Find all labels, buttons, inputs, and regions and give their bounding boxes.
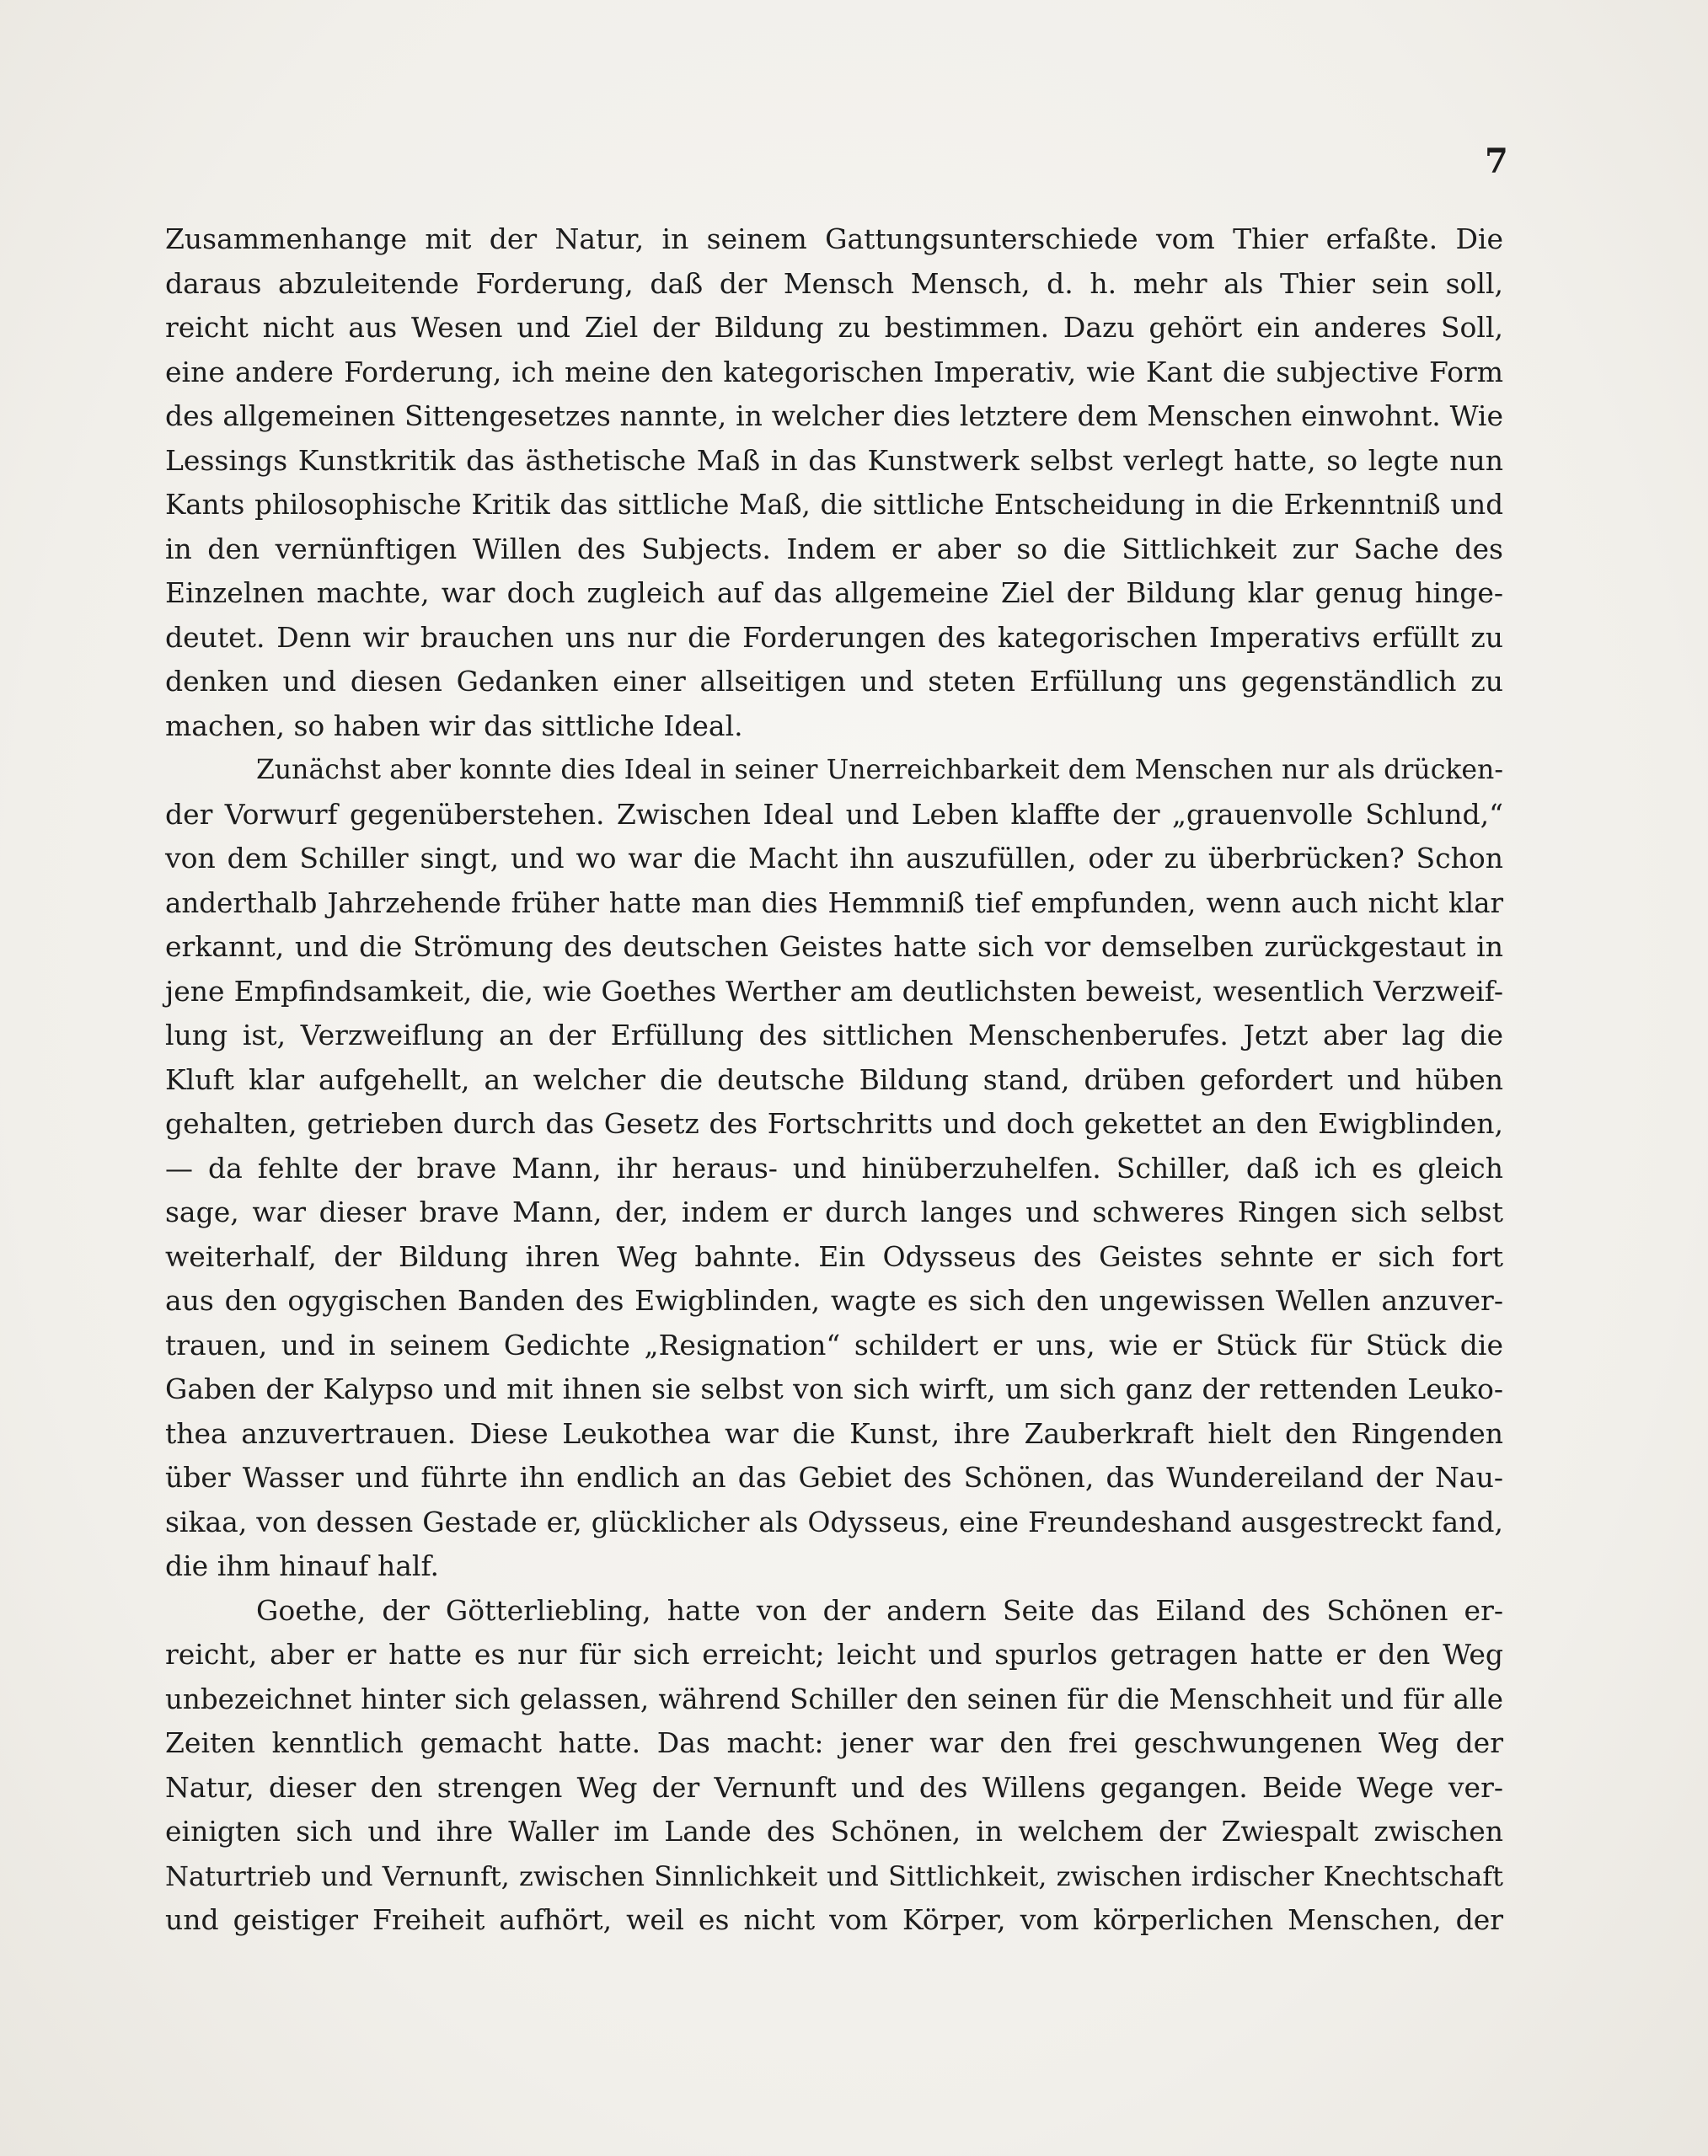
text-line: machen, so haben wir das sittliche Ideal. bbox=[165, 709, 743, 742]
text-line: reicht nicht aus Wesen und Ziel der Bildung zu bestimmen. Dazu gehört ein anderes Soll, bbox=[165, 311, 1503, 344]
text-line: die ihm hinauf half. bbox=[165, 1549, 439, 1582]
text-line: Natur, dieser den strengen Weg der Vernunft und des Willens gegangen. Beide Wege ver- bbox=[165, 1770, 1503, 1804]
text-line: jene Empfindsamkeit, die, wie Goethes Werther am deutlichsten beweist, wesentlich Verzweif- bbox=[165, 974, 1503, 1008]
text-line: anderthalb Jahrzehende früher hatte man dies Hemmniß tief empfunden, wenn auch nicht klar bbox=[165, 886, 1503, 919]
text-line: einigten sich und ihre Waller im Lande des Schönen, in welchem der Zwiespalt zwischen bbox=[165, 1815, 1503, 1848]
text-line: gehalten, getrieben durch das Gesetz des Fortschritts und doch gekettet an den Ewigblinden, bbox=[165, 1107, 1503, 1140]
text-line: sage, war dieser brave Mann, der, indem er durch langes und schweres Ringen sich selbst bbox=[165, 1196, 1503, 1228]
text-line: deutet. Denn wir brauchen uns nur die Forderungen des kategorischen Imperativs erfüllt zu bbox=[165, 620, 1503, 654]
text-line: aus den ogygischen Banden des Ewigblinden, wagte es sich den ungewissen Wellen anzuver- bbox=[165, 1284, 1503, 1317]
text-line: Lessings Kunstkritik das ästhetische Maß in das Kunstwerk selbst verlegt hatte, so legte nun bbox=[165, 443, 1503, 477]
text-line: in den vernünftigen Willen des Subjects. Indem er aber so die Sittlichkeit zur Sache des bbox=[165, 532, 1503, 565]
text-line: Zeiten kenntlich gemacht hatte. Das macht: jener war den frei geschwungenen Weg der bbox=[165, 1726, 1503, 1759]
text-line: trauen, und in seinem Gedichte „Resignation“ schildert er uns, wie er Stück für Stück die bbox=[165, 1328, 1503, 1362]
text-line: Einzelnen machte, war doch zugleich auf das allgemeine Ziel der Bildung klar genug hinge- bbox=[165, 576, 1503, 609]
text-line: Goethe, der Götterliebling, hatte von der andern Seite das Eiland des Schönen er- bbox=[256, 1593, 1503, 1627]
text-line: Kants philosophische Kritik das sittliche Maß, die sittliche Entscheidung in die Erkenntniß und bbox=[165, 489, 1503, 521]
text-line: — da fehlte der brave Mann, ihr heraus- und hinüberzuhelfen. Schiller, daß ich es gleich bbox=[165, 1151, 1503, 1185]
text-line: des allgemeinen Sittengesetzes nannte, in welcher dies letztere dem Menschen einwohnt. Wie bbox=[165, 399, 1503, 432]
text-line: lung ist, Verzweiflung an der Erfüllung des sittlichen Menschenberufes. Jetzt aber lag die bbox=[165, 1019, 1503, 1051]
text-line: denken und diesen Gedanken einer allseitigen und steten Erfüllung uns gegenständlich zu bbox=[165, 665, 1503, 698]
body-text bbox=[165, 217, 1503, 1943]
text-line: von dem Schiller singt, und wo war die Macht ihn auszufüllen, oder zu überbrücken? Schon bbox=[165, 842, 1503, 875]
text-line: Gaben der Kalypso und mit ihnen sie selbst von sich wirft, um sich ganz der rettenden Leuko- bbox=[165, 1372, 1503, 1405]
text-line: und geistiger Freiheit aufhört, weil es nicht vom Körper, vom körperlichen Menschen, der bbox=[165, 1903, 1503, 1936]
text-line: eine andere Forderung, ich meine den kategorischen Imperativ, wie Kant die subjective Form bbox=[165, 355, 1503, 388]
text-line: sikaa, von dessen Gestade er, glücklicher als Odysseus, eine Freundeshand ausgestreckt fand, bbox=[165, 1505, 1503, 1538]
text-line: reicht, aber er hatte es nur für sich erreicht; leicht und spurlos getragen hatte er den Weg bbox=[165, 1638, 1503, 1671]
text-line: daraus abzuleitende Forderung, daß der Mensch Mensch, d. h. mehr als Thier sein soll, bbox=[165, 266, 1503, 300]
text-line: thea anzuvertrauen. Diese Leukothea war die Kunst, ihre Zauberkraft hielt den Ringenden bbox=[165, 1416, 1503, 1450]
page-number: 7 bbox=[1485, 142, 1508, 181]
text-line: Zunächst aber konnte dies Ideal in seiner Unerreichbarkeit dem Menschen nur als drücken- bbox=[256, 755, 1503, 785]
text-line: über Wasser und führte ihn endlich an das Gebiet des Schönen, das Wundereiland der Nau- bbox=[165, 1461, 1503, 1494]
text-line: weiterhalf, der Bildung ihren Weg bahnte. Ein Odysseus des Geistes sehnte er sich fort bbox=[165, 1239, 1503, 1273]
text-line: Naturtrieb und Vernunft, zwischen Sinnlichkeit und Sittlichkeit, zwischen irdischer Knechtschaft bbox=[165, 1859, 1503, 1892]
text-line: unbezeichnet hinter sich gelassen, während Schiller den seinen für die Menschheit und für alle bbox=[165, 1683, 1503, 1715]
text-line: der Vorwurf gegenüberstehen. Zwischen Ideal und Leben klaffte der „grauenvolle Schlund,“ bbox=[165, 797, 1503, 831]
text-line: Kluft klar aufgehellt, an welcher die deutsche Bildung stand, drüben gefordert und hüben bbox=[165, 1062, 1503, 1096]
text-line: Zusammenhange mit der Natur, in seinem Gattungsunterschiede vom Thier erfaßte. Die bbox=[165, 222, 1503, 255]
text-line: erkannt, und die Strömung des deutschen Geistes hatte sich vor demselben zurückgestaut in bbox=[165, 930, 1503, 963]
